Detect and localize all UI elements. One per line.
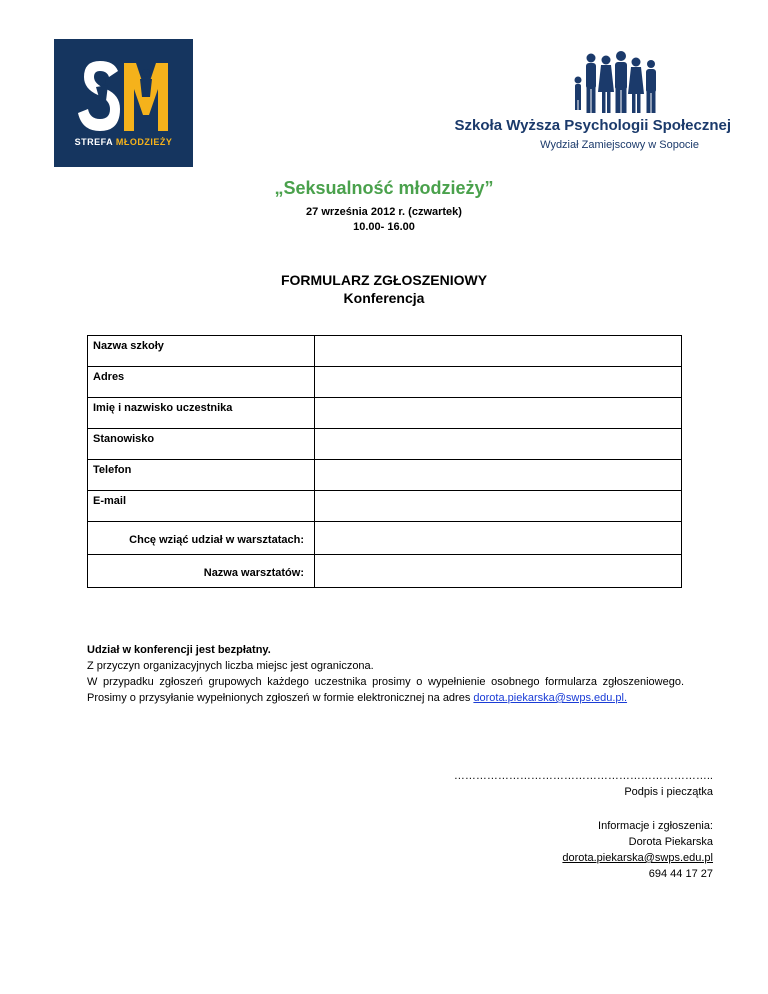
field-position[interactable] <box>315 429 682 460</box>
signature-line: …………………………………………………………….. <box>453 770 713 782</box>
field-phone[interactable] <box>315 460 682 491</box>
field-workshop-name[interactable] <box>315 555 682 588</box>
contact-name: Dorota Piekarska <box>628 836 713 848</box>
form-subtitle: Konferencja <box>343 290 425 306</box>
label-position: Stanowisko <box>88 429 315 460</box>
form-row-phone <box>88 460 682 491</box>
strefa-mlodziezy-logo <box>54 39 193 167</box>
form-row-address <box>88 367 682 398</box>
email-link[interactable]: dorota.piekarska@swps.edu.pl. <box>473 692 628 704</box>
form-row-school <box>88 336 682 367</box>
contact-phone: 694 44 17 27 <box>648 868 713 880</box>
contact-info <box>562 818 713 882</box>
logo-caption: STREFA MŁODZIEŻY <box>74 137 173 147</box>
note-group <box>87 674 684 706</box>
school-name: Szkoła Wyższa Psychologii Społecznej <box>454 117 731 134</box>
label-participant-name: Imię i nazwisko uczestnika <box>88 398 315 429</box>
label-address: Adres <box>88 367 315 398</box>
label-email: E-mail <box>88 491 315 522</box>
sm-logo-icon <box>74 57 174 137</box>
label-phone: Telefon <box>88 460 315 491</box>
note-free: Udział w konferencji jest bezpłatny. <box>87 644 271 656</box>
field-workshop-participation[interactable] <box>315 522 682 555</box>
event-title: „Seksualność młodzieży” <box>274 178 494 198</box>
school-department: Wydział Zamiejscowy w Sopocie <box>540 139 699 151</box>
event-date: 27 września 2012 r. (czwartek) <box>306 206 462 218</box>
event-time: 10.00- 16.00 <box>353 221 415 233</box>
form-title: FORMULARZ ZGŁOSZENIOWY <box>280 272 488 288</box>
field-email[interactable] <box>315 491 682 522</box>
form-row-email <box>88 491 682 522</box>
label-workshop-participation: Chcę wziąć udział w warsztatach: <box>88 522 315 555</box>
field-school-name[interactable] <box>315 336 682 367</box>
notes-section <box>87 642 684 706</box>
form-row-participant <box>88 398 682 429</box>
label-workshop-name: Nazwa warsztatów: <box>88 555 315 588</box>
form-row-workshop-participation <box>88 522 682 555</box>
registration-form-table <box>87 335 682 588</box>
field-participant-name[interactable] <box>315 398 682 429</box>
label-school-name: Nazwa szkoły <box>88 336 315 367</box>
contact-heading: Informacje i zgłoszenia: <box>598 820 713 832</box>
note-group-text: W przypadku zgłoszeń grupowych każdego uczestnika prosimy o wypełnienie osobnego formularza zgłoszeniowego. Prosimy o przysyłanie wypełnionych zgłoszeń w formie elektronicznej na adres <box>87 676 684 704</box>
note-limited: Z przyczyn organizacyjnych liczba miejsc jest ograniczona. <box>87 660 374 672</box>
family-silhouette-icon <box>566 50 666 114</box>
signature-label: Podpis i pieczątka <box>624 786 713 798</box>
form-row-workshop-name <box>88 555 682 588</box>
contact-email-link[interactable]: dorota.piekarska@swps.edu.pl <box>562 852 713 864</box>
field-address[interactable] <box>315 367 682 398</box>
form-row-position <box>88 429 682 460</box>
